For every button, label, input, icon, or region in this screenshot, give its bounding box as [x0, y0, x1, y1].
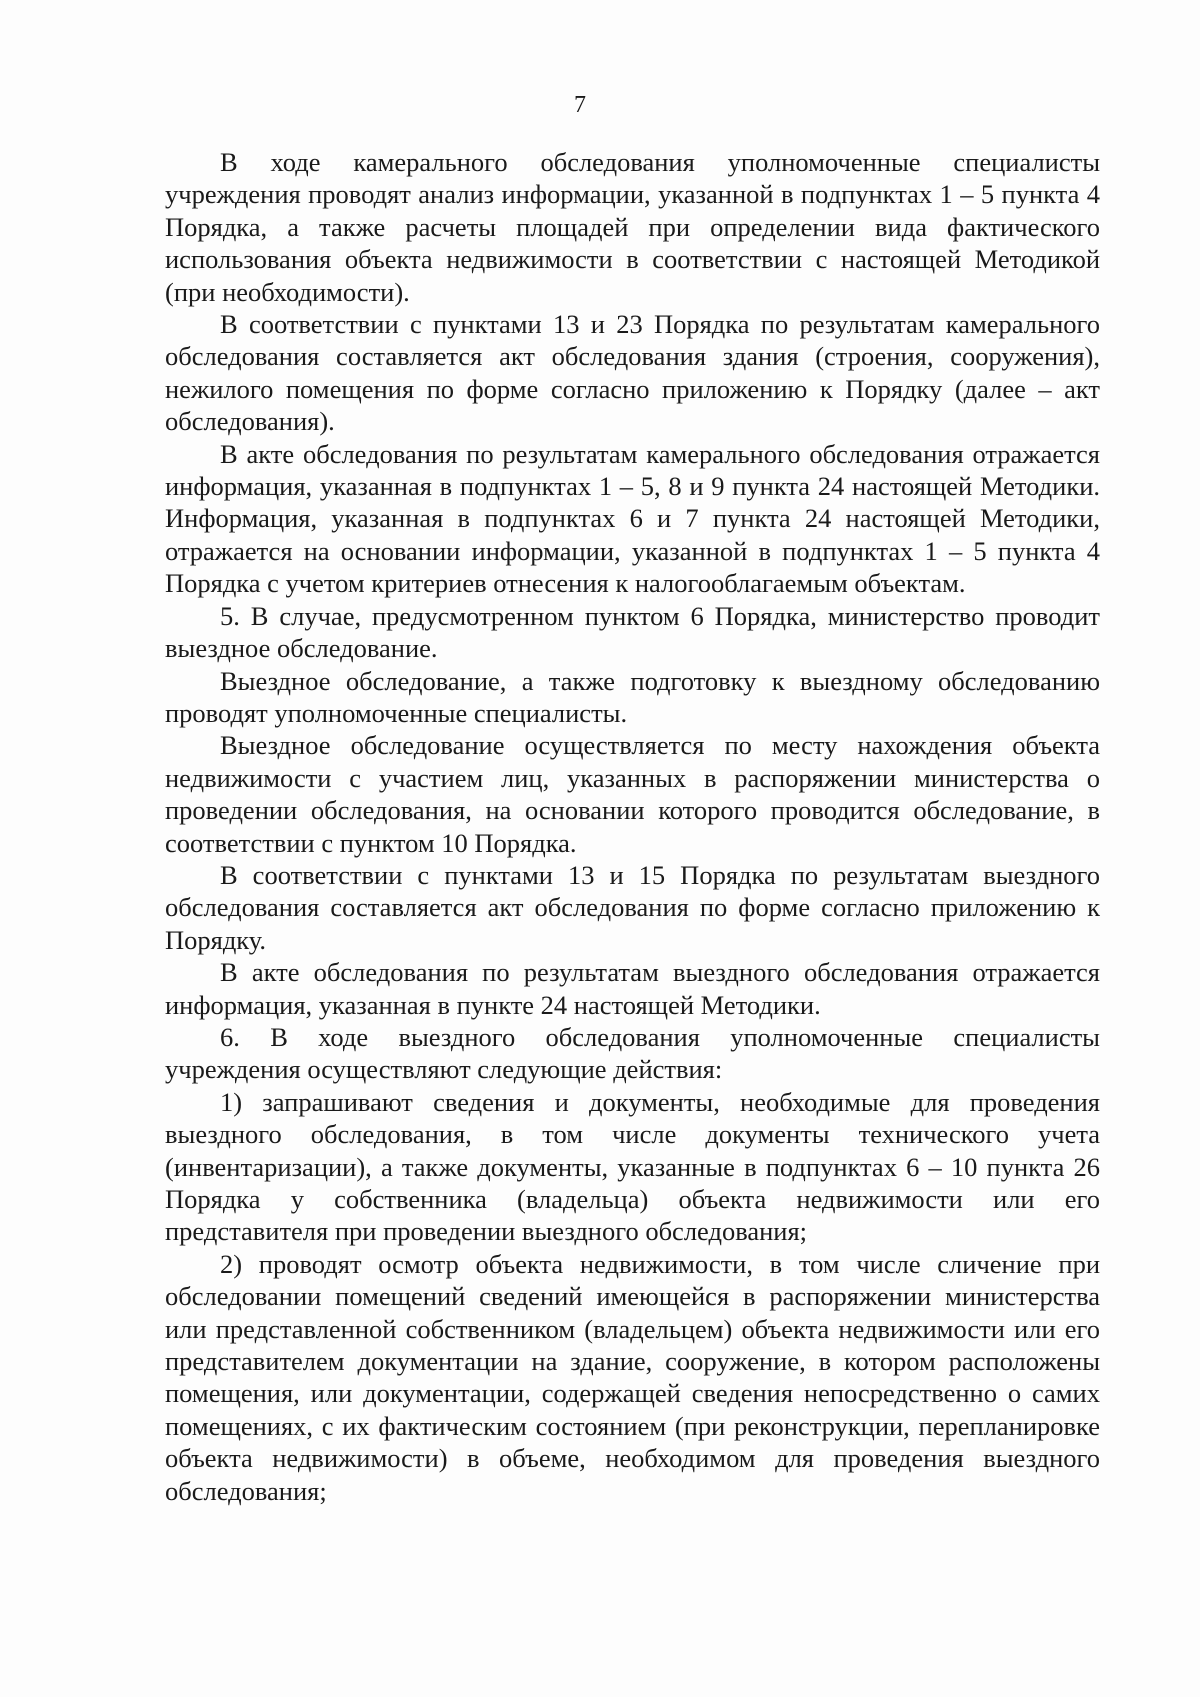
- page-number: 7: [574, 92, 586, 118]
- paragraph-item-6: 6. В ходе выездного обследования уполномоченные специалисты учреждения осуществляют следующие действия:: [165, 1021, 1100, 1085]
- paragraph-cameral-analysis: В ходе камерального обследования уполномоченные специалисты учреждения проводят анализ информации, указанной в подпунктах 1 – 5 пункта 4 Порядка, а также расчеты площадей при определении вида фактического использования объекта недвижимости в соответствии с настоящей Методикой (при необходимости).: [165, 147, 1100, 307]
- paragraph-field-act: В соответствии с пунктами 13 и 15 Порядка по результатам выездного обследования составляется акт обследования по форме согласно приложению к Порядку.: [165, 859, 1100, 955]
- paragraph-cameral-act: В соответствии с пунктами 13 и 23 Порядка по результатам камерального обследования составляется акт обследования здания (строения, сооружения), нежилого помещения по форме согласно приложению к Порядку (далее – акт обследования).: [165, 309, 1100, 437]
- paragraph-field-location: Выездное обследование осуществляется по месту нахождения объекта недвижимости с участием лиц, указанных в распоряжении министерства о проведении обследования, на основании которого проводится обследование, в соответствии с пунктом 10 Порядка.: [165, 730, 1100, 858]
- paragraph-field-act-content: В акте обследования по результатам выездного обследования отражается информация, указанная в пункте 24 настоящей Методики.: [165, 957, 1100, 1020]
- paragraph-subitem-2: 2) проводят осмотр объекта недвижимости, в том числе сличение при обследовании помещений сведений имеющейся в распоряжении министерства или представленной собственником (владельцем) объекта недвижимости или его представителем документации на здание, сооружение, в котором расположены помещения, или документации, содержащей сведения непосредственно о самих помещениях, с их фактическим состоянием (при реконструкции, перепланировке объекта недвижимости) в объеме, необходимом для проведения выездного обследования;: [165, 1248, 1100, 1506]
- paragraph-item-5: 5. В случае, предусмотренном пунктом 6 Порядка, министерство проводит выездное обследование.: [165, 600, 1100, 664]
- paragraph-subitem-1: 1) запрашивают сведения и документы, необходимые для проведения выездного обследования, в том числе документы технического учета (инвентаризации), а также документы, указанные в подпунктах 6 – 10 пункта 26 Порядка у собственника (владельца) объекта недвижимости или его представителя при проведении выездного обследования;: [165, 1086, 1100, 1247]
- paragraph-field-preparation: Выездное обследование, а также подготовку к выездному обследованию проводят уполномоченные специалисты.: [165, 665, 1100, 728]
- paragraph-cameral-act-content: В акте обследования по результатам камерального обследования отражается информация, указанная в подпунктах 1 – 5, 8 и 9 пункта 24 настоящей Методики. Информация, указанная в подпунктах 6 и 7 пункта 24 настоящей Методики, отражается на основании информации, указанной в подпунктах 1 – 5 пункта 4 Порядка с учетом критериев отнесения к налогооблагаемым объектам.: [165, 438, 1100, 599]
- document-body: [165, 146, 1100, 1507]
